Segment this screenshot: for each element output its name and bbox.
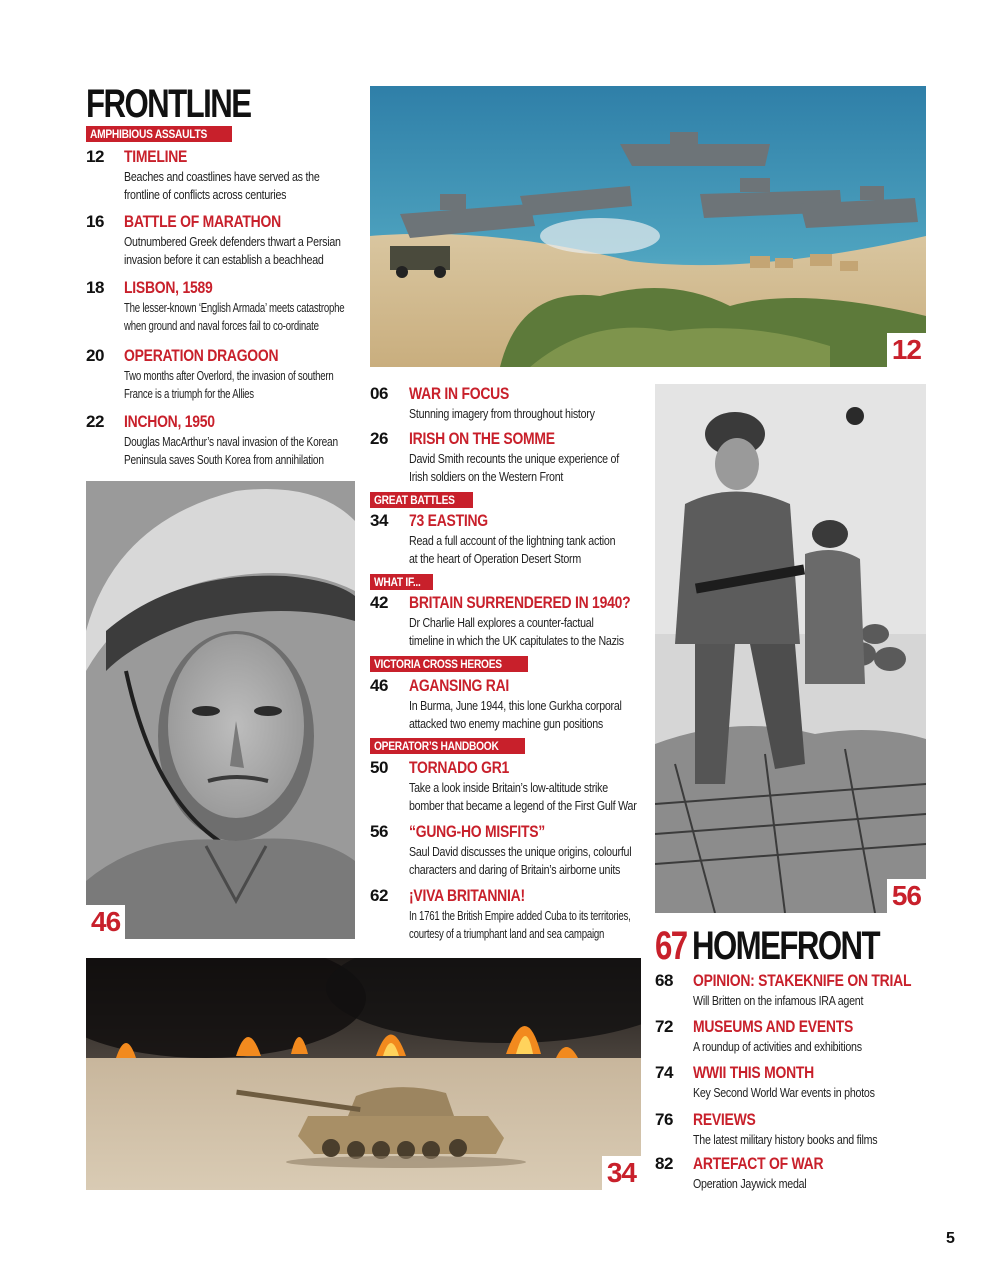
- entry-title: WAR IN FOCUS: [409, 384, 510, 403]
- entry-description: A roundup of activities and exhibitions: [693, 1039, 862, 1054]
- entry-title: TORNADO GR1: [409, 758, 510, 777]
- entry-title: MUSEUMS AND EVENTS: [693, 1017, 854, 1036]
- entry-description: Douglas MacArthur’s naval invasion of the Korean Peninsula saves South Korea from annihilation: [124, 434, 338, 467]
- entry-page-number: 72: [655, 1017, 673, 1036]
- amphibious-assaults-tag: AMPHIBIOUS ASSAULTS: [86, 126, 232, 142]
- gurkha-portrait-photo[interactable]: [86, 481, 355, 939]
- entry-page-number: 42: [370, 593, 388, 612]
- operators-handbook-tag: OPERATOR’S HANDBOOK: [370, 738, 525, 754]
- entry-page-number: 16: [86, 212, 104, 231]
- toc-entry-gung-ho-misfits[interactable]: [370, 822, 650, 882]
- homefront-title: HOMEFRONT: [692, 924, 880, 968]
- entry-page-number: 76: [655, 1110, 673, 1129]
- toc-entry-inchon-1950[interactable]: [86, 412, 356, 472]
- frontline-title: FRONTLINE: [86, 82, 251, 126]
- entry-description: Dr Charlie Hall explores a counter-factual timeline in which the UK capitulates to the Nazis: [409, 615, 624, 648]
- photo-page-label: 34: [602, 1156, 641, 1190]
- what-if-tag: WHAT IF...: [370, 574, 433, 590]
- toc-entry-irish-on-the-somme[interactable]: [370, 429, 650, 489]
- landing-craft-illustration: [370, 86, 926, 367]
- great-battles-tag: GREAT BATTLES: [370, 492, 473, 508]
- entry-title: ARTEFACT OF WAR: [693, 1154, 824, 1173]
- toc-entry-agansing-rai[interactable]: [370, 676, 650, 736]
- toc-entry-battle-of-marathon[interactable]: [86, 212, 356, 272]
- entry-title: AGANSING RAI: [409, 676, 510, 695]
- entry-description: Saul David discusses the unique origins, colourful characters and daring of Britain’s airborne units: [409, 844, 632, 877]
- entry-description: Take a look inside Britain’s low-altitude strike bomber that became a legend of the First Gulf War: [409, 780, 637, 813]
- entry-description: Read a full account of the lightning tank action at the heart of Operation Desert Storm: [409, 533, 616, 566]
- entry-title: ¡VIVA BRITANNIA!: [409, 886, 525, 905]
- homefront-page-number: 67: [655, 924, 687, 968]
- entry-description: Two months after Overlord, the invasion of southern France is a triumph for the Allies: [124, 368, 334, 401]
- photo-page-label: 56: [887, 879, 926, 913]
- toc-entry-73-easting[interactable]: [370, 511, 650, 571]
- entry-page-number: 20: [86, 346, 104, 365]
- entry-page-number: 34: [370, 511, 388, 530]
- entry-title: 73 EASTING: [409, 511, 488, 530]
- tank-oil-fires-photo[interactable]: [86, 958, 641, 1190]
- entry-page-number: 82: [655, 1154, 673, 1173]
- entry-page-number: 06: [370, 384, 388, 403]
- entry-page-number: 50: [370, 758, 388, 777]
- toc-entry-artefact-of-war[interactable]: [655, 1154, 945, 1194]
- entry-description: Outnumbered Greek defenders thwart a Persian invasion before it can establish a beachhead: [124, 234, 341, 267]
- entry-title: BATTLE OF MARATHON: [124, 212, 281, 231]
- landing-craft-photo[interactable]: [370, 86, 926, 367]
- toc-entry-viva-britannia[interactable]: [370, 886, 650, 946]
- toc-entry-operation-dragoon[interactable]: [86, 346, 356, 406]
- paratroopers-photo[interactable]: [655, 384, 926, 913]
- entry-title: OPERATION DRAGOON: [124, 346, 279, 365]
- toc-entry-lisbon-1589[interactable]: [86, 278, 356, 338]
- entry-title: TIMELINE: [124, 147, 188, 166]
- paratroopers-illustration: [655, 384, 926, 913]
- entry-title: LISBON, 1589: [124, 278, 213, 297]
- entry-page-number: 26: [370, 429, 388, 448]
- toc-entry-museums-and-events[interactable]: [655, 1017, 945, 1057]
- entry-description: Will Britten on the infamous IRA agent: [693, 993, 864, 1008]
- entry-description: Key Second World War events in photos: [693, 1085, 875, 1100]
- entry-page-number: 18: [86, 278, 104, 297]
- toc-entry-reviews[interactable]: [655, 1110, 945, 1150]
- entry-title: REVIEWS: [693, 1110, 756, 1129]
- photo-page-label: 46: [86, 905, 125, 939]
- entry-title: OPINION: STAKEKNIFE ON TRIAL: [693, 971, 912, 990]
- entry-description: Operation Jaywick medal: [693, 1176, 807, 1191]
- toc-entry-tornado-gr1[interactable]: [370, 758, 650, 818]
- victoria-cross-heroes-tag: VICTORIA CROSS HEROES: [370, 656, 528, 672]
- toc-entry-stakeknife-on-trial[interactable]: [655, 971, 945, 1011]
- entry-page-number: 68: [655, 971, 673, 990]
- entry-title: WWII THIS MONTH: [693, 1063, 814, 1082]
- entry-title: BRITAIN SURRENDERED IN 1940?: [409, 593, 631, 612]
- photo-page-label: 12: [887, 333, 926, 367]
- entry-description: In Burma, June 1944, this lone Gurkha corporal attacked two enemy machine gun positions: [409, 698, 622, 731]
- toc-entry-war-in-focus[interactable]: [370, 384, 650, 424]
- entry-page-number: 62: [370, 886, 388, 905]
- entry-description: Stunning imagery from throughout history: [409, 406, 595, 421]
- entry-description: The latest military history books and films: [693, 1132, 878, 1147]
- tank-oil-fires-illustration: [86, 958, 641, 1190]
- entry-description: David Smith recounts the unique experience of Irish soldiers on the Western Front: [409, 451, 619, 484]
- entry-title: IRISH ON THE SOMME: [409, 429, 555, 448]
- gurkha-portrait-illustration: [86, 481, 355, 939]
- page-number: 5: [946, 1230, 955, 1247]
- entry-page-number: 56: [370, 822, 388, 841]
- toc-entry-wwii-this-month[interactable]: [655, 1063, 945, 1103]
- entry-title: “GUNG-HO MISFITS”: [409, 822, 545, 841]
- toc-entry-timeline[interactable]: [86, 147, 356, 207]
- toc-entry-britain-surrendered[interactable]: [370, 593, 650, 653]
- entry-page-number: 46: [370, 676, 388, 695]
- entry-description: The lesser-known ‘English Armada’ meets catastrophe when ground and naval forces fail to co-ordinate: [124, 300, 345, 333]
- entry-description: In 1761 the British Empire added Cuba to its territories, courtesy of a triumphant land and sea campaign: [409, 908, 631, 941]
- entry-description: Beaches and coastlines have served as the frontline of conflicts across centuries: [124, 169, 320, 202]
- entry-page-number: 74: [655, 1063, 673, 1082]
- entry-title: INCHON, 1950: [124, 412, 215, 431]
- entry-page-number: 12: [86, 147, 104, 166]
- entry-page-number: 22: [86, 412, 104, 431]
